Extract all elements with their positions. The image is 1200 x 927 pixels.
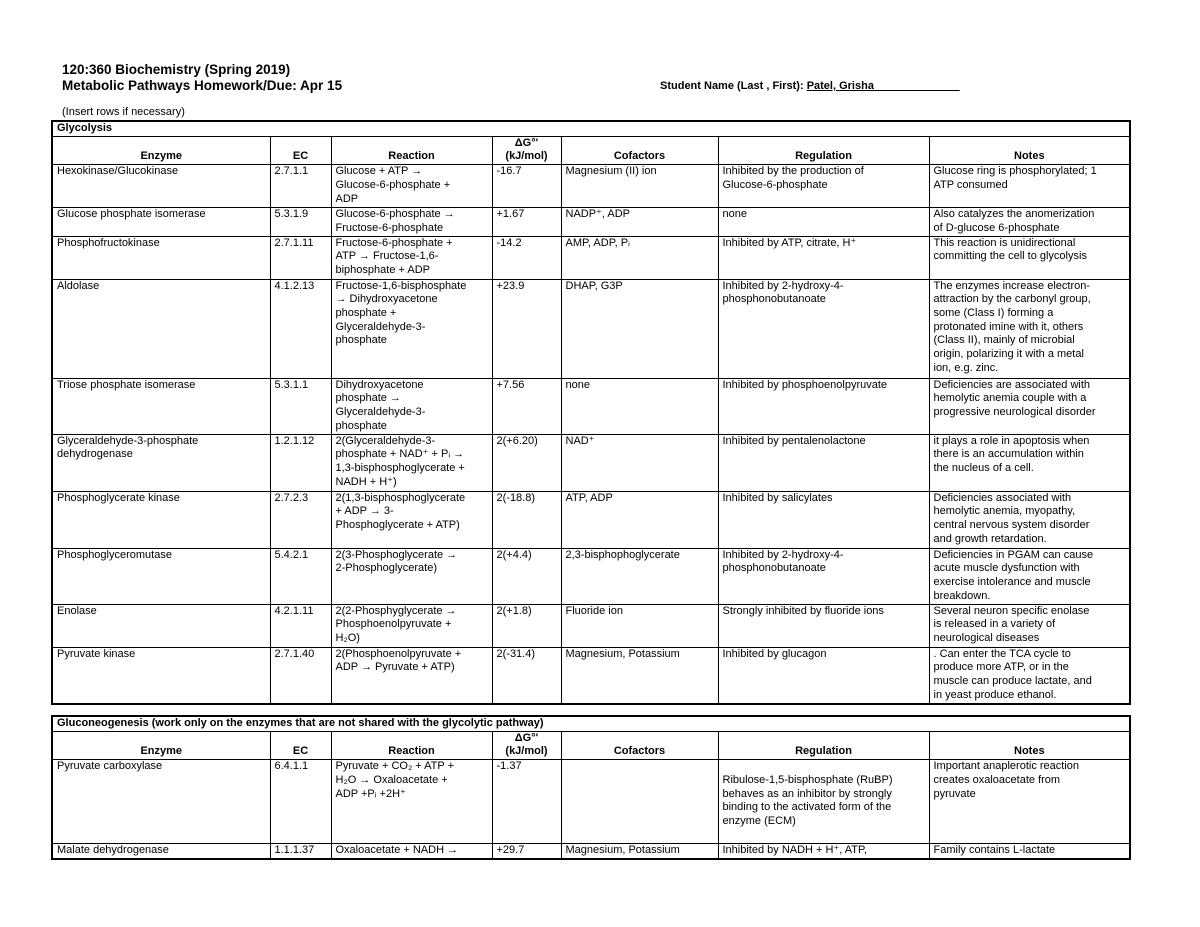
col-dg: ΔG°' (kJ/mol) <box>492 136 561 164</box>
cell-enzyme: Glucose phosphate isomerase <box>52 208 270 236</box>
section-title-glycolysis: Glycolysis <box>52 121 1130 136</box>
cell-cofactors: Fluoride ion <box>561 604 718 647</box>
table-row <box>52 548 1130 604</box>
cell-reaction: Fructose-6-phosphate + ATP → Fructose-1,6- biphosphate + ADP <box>331 236 492 279</box>
col-reaction: Reaction <box>331 136 492 164</box>
cell-regulation: Inhibited by the production of Glucose-6-phosphate <box>718 165 929 208</box>
student-name: Patel, Grisha <box>806 80 874 92</box>
table-row <box>52 165 1130 208</box>
cell-dg: 2(-31.4) <box>492 647 561 704</box>
cell-ec: 4.2.1.11 <box>270 604 331 647</box>
col-regulation: Regulation <box>718 731 929 759</box>
col-enzyme: Enzyme <box>52 136 270 164</box>
homework-title: Metabolic Pathways Homework/Due: Apr 15 <box>62 78 343 93</box>
table-row <box>52 844 1130 859</box>
section-title-gluconeogenesis: Gluconeogenesis (work only on the enzymes that are not shared with the glycolytic pathway) <box>52 716 1130 731</box>
cell-cofactors: NADP⁺, ADP <box>561 208 718 236</box>
cell-notes: Glucose ring is phosphorylated; 1 ATP consumed <box>929 165 1130 208</box>
col-cofactors: Cofactors <box>561 136 718 164</box>
cell-regulation: Inhibited by ATP, citrate, H⁺ <box>718 236 929 279</box>
cell-reaction: Pyruvate + CO₂ + ATP + H₂O → Oxaloacetate + ADP +Pᵢ +2H⁺ <box>331 760 492 844</box>
cell-dg: -1.37 <box>492 760 561 844</box>
cell-ec: 5.3.1.9 <box>270 208 331 236</box>
cell-cofactors: Magnesium (II) ion <box>561 165 718 208</box>
insert-rows-note: (Insert rows if necessary) <box>62 106 185 118</box>
student-name-blank: ______________ <box>873 80 960 92</box>
glycolysis-table <box>51 120 1131 705</box>
table-row <box>52 647 1130 704</box>
cell-reaction: Glucose-6-phosphate → Fructose-6-phosphate <box>331 208 492 236</box>
cell-cofactors: none <box>561 378 718 434</box>
cell-notes: Also catalyzes the anomerization of D-glucose 6-phosphate <box>929 208 1130 236</box>
table-row <box>52 434 1130 491</box>
cell-enzyme: Triose phosphate isomerase <box>52 378 270 434</box>
col-notes: Notes <box>929 136 1130 164</box>
cell-dg: 2(-18.8) <box>492 491 561 548</box>
table-row <box>52 208 1130 236</box>
cell-cofactors: NAD⁺ <box>561 434 718 491</box>
cell-dg: 2(+1.8) <box>492 604 561 647</box>
cell-regulation: Inhibited by NADH + H⁺, ATP, <box>718 844 929 859</box>
table-row <box>52 604 1130 647</box>
cell-dg: -14.2 <box>492 236 561 279</box>
cell-ec: 2.7.1.40 <box>270 647 331 704</box>
cell-dg: +23.9 <box>492 279 561 378</box>
col-regulation: Regulation <box>718 136 929 164</box>
col-ec: EC <box>270 136 331 164</box>
cell-ec: 6.4.1.1 <box>270 760 331 844</box>
cell-cofactors: DHAP, G3P <box>561 279 718 378</box>
cell-dg: 2(+4.4) <box>492 548 561 604</box>
cell-dg: +29.7 <box>492 844 561 859</box>
cell-enzyme: Enolase <box>52 604 270 647</box>
student-name-line <box>660 80 960 92</box>
cell-regulation: Strongly inhibited by fluoride ions <box>718 604 929 647</box>
cell-enzyme: Phosphofructokinase <box>52 236 270 279</box>
cell-enzyme: Phosphoglyceromutase <box>52 548 270 604</box>
cell-enzyme: Pyruvate carboxylase <box>52 760 270 844</box>
cell-enzyme: Malate dehydrogenase <box>52 844 270 859</box>
cell-cofactors: 2,3-bisphophoglycerate <box>561 548 718 604</box>
cell-enzyme: Aldolase <box>52 279 270 378</box>
cell-ec: 2.7.1.11 <box>270 236 331 279</box>
col-cofactors: Cofactors <box>561 731 718 759</box>
col-reaction: Reaction <box>331 731 492 759</box>
table-row <box>52 236 1130 279</box>
cell-ec: 5.4.2.1 <box>270 548 331 604</box>
cell-regulation: Inhibited by glucagon <box>718 647 929 704</box>
cell-notes: Several neuron specific enolase is released in a variety of neurological diseases <box>929 604 1130 647</box>
cell-reaction: 2(Phosphoenolpyruvate + ADP → Pyruvate + ATP) <box>331 647 492 704</box>
col-enzyme: Enzyme <box>52 731 270 759</box>
cell-ec: 2.7.1.1 <box>270 165 331 208</box>
cell-notes: Deficiencies in PGAM can cause acute muscle dysfunction with exercise intolerance and muscle breakdown. <box>929 548 1130 604</box>
header-row <box>52 136 1130 164</box>
col-dg: ΔG°' (kJ/mol) <box>492 731 561 759</box>
cell-dg: -16.7 <box>492 165 561 208</box>
cell-notes: Family contains L-lactate <box>929 844 1130 859</box>
cell-cofactors: AMP, ADP, Pᵢ <box>561 236 718 279</box>
gluconeogenesis-table <box>51 715 1131 860</box>
cell-notes: The enzymes increase electron- attraction by the carbonyl group, some (Class I) forming a protonated imine with it, others (Class II), mainly of microbial origin, polarizing it with a metal ion, e.g. zinc. <box>929 279 1130 378</box>
cell-cofactors <box>561 760 718 844</box>
cell-ec: 1.2.1.12 <box>270 434 331 491</box>
course-title: 120:360 Biochemistry (Spring 2019) <box>62 62 291 77</box>
cell-cofactors: Magnesium, Potassium <box>561 844 718 859</box>
cell-dg: +1.67 <box>492 208 561 236</box>
cell-enzyme: Glyceraldehyde-3-phosphate dehydrogenase <box>52 434 270 491</box>
cell-dg: 2(+6.20) <box>492 434 561 491</box>
cell-ec: 4.1.2.13 <box>270 279 331 378</box>
cell-enzyme: Phosphoglycerate kinase <box>52 491 270 548</box>
cell-ec: 2.7.2.3 <box>270 491 331 548</box>
cell-reaction: Fructose-1,6-bisphosphate → Dihydroxyacetone phosphate + Glyceraldehyde-3- phosphate <box>331 279 492 378</box>
cell-notes: This reaction is unidirectional committing the cell to glycolysis <box>929 236 1130 279</box>
cell-notes: Important anaplerotic reaction creates oxaloacetate from pyruvate <box>929 760 1130 844</box>
cell-reaction: 2(3-Phosphoglycerate → 2-Phosphoglycerate) <box>331 548 492 604</box>
table-row <box>52 760 1130 844</box>
col-ec: EC <box>270 731 331 759</box>
cell-reaction: Glucose + ATP → Glucose-6-phosphate + ADP <box>331 165 492 208</box>
cell-regulation: Inhibited by 2-hydroxy-4- phosphonobutanoate <box>718 279 929 378</box>
cell-notes: . Can enter the TCA cycle to produce more ATP, or in the muscle can produce lactate, and in yeast produce ethanol. <box>929 647 1130 704</box>
table-row <box>52 491 1130 548</box>
cell-regulation: Inhibited by salicylates <box>718 491 929 548</box>
cell-reaction: Oxaloacetate + NADH → <box>331 844 492 859</box>
cell-reaction: Dihydroxyacetone phosphate → Glyceraldehyde-3- phosphate <box>331 378 492 434</box>
cell-regulation: none <box>718 208 929 236</box>
cell-regulation: Inhibited by pentalenolactone <box>718 434 929 491</box>
cell-dg: +7.56 <box>492 378 561 434</box>
cell-reaction: 2(1,3-bisphosphoglycerate + ADP → 3- Phosphoglycerate + ATP) <box>331 491 492 548</box>
col-notes: Notes <box>929 731 1130 759</box>
student-label: Student Name (Last , First): <box>660 80 807 92</box>
cell-ec: 1.1.1.37 <box>270 844 331 859</box>
cell-reaction: 2(2-Phosphyglycerate → Phosphoenolpyruvate + H₂O) <box>331 604 492 647</box>
cell-enzyme: Hexokinase/Glucokinase <box>52 165 270 208</box>
cell-regulation: Inhibited by 2-hydroxy-4- phosphonobutanoate <box>718 548 929 604</box>
cell-regulation: Inhibited by phosphoenolpyruvate <box>718 378 929 434</box>
cell-cofactors: ATP, ADP <box>561 491 718 548</box>
cell-reaction: 2(Glyceraldehyde-3- phosphate + NAD⁺ + Pᵢ → 1,3-bisphosphoglycerate + NADH + H⁺) <box>331 434 492 491</box>
cell-notes: Deficiencies are associated with hemolytic anemia couple with a progressive neurological disorder <box>929 378 1130 434</box>
table-row <box>52 378 1130 434</box>
cell-regulation: Ribulose-1,5-bisphosphate (RuBP) behaves as an inhibitor by strongly binding to the activated form of the enzyme (ECM) <box>718 760 929 844</box>
table-row <box>52 279 1130 378</box>
cell-cofactors: Magnesium, Potassium <box>561 647 718 704</box>
header-row <box>52 731 1130 759</box>
cell-ec: 5.3.1.1 <box>270 378 331 434</box>
cell-notes: it plays a role in apoptosis when there is an accumulation within the nucleus of a cell. <box>929 434 1130 491</box>
cell-notes: Deficiencies associated with hemolytic anemia, myopathy, central nervous system disorder and growth retardation. <box>929 491 1130 548</box>
cell-enzyme: Pyruvate kinase <box>52 647 270 704</box>
